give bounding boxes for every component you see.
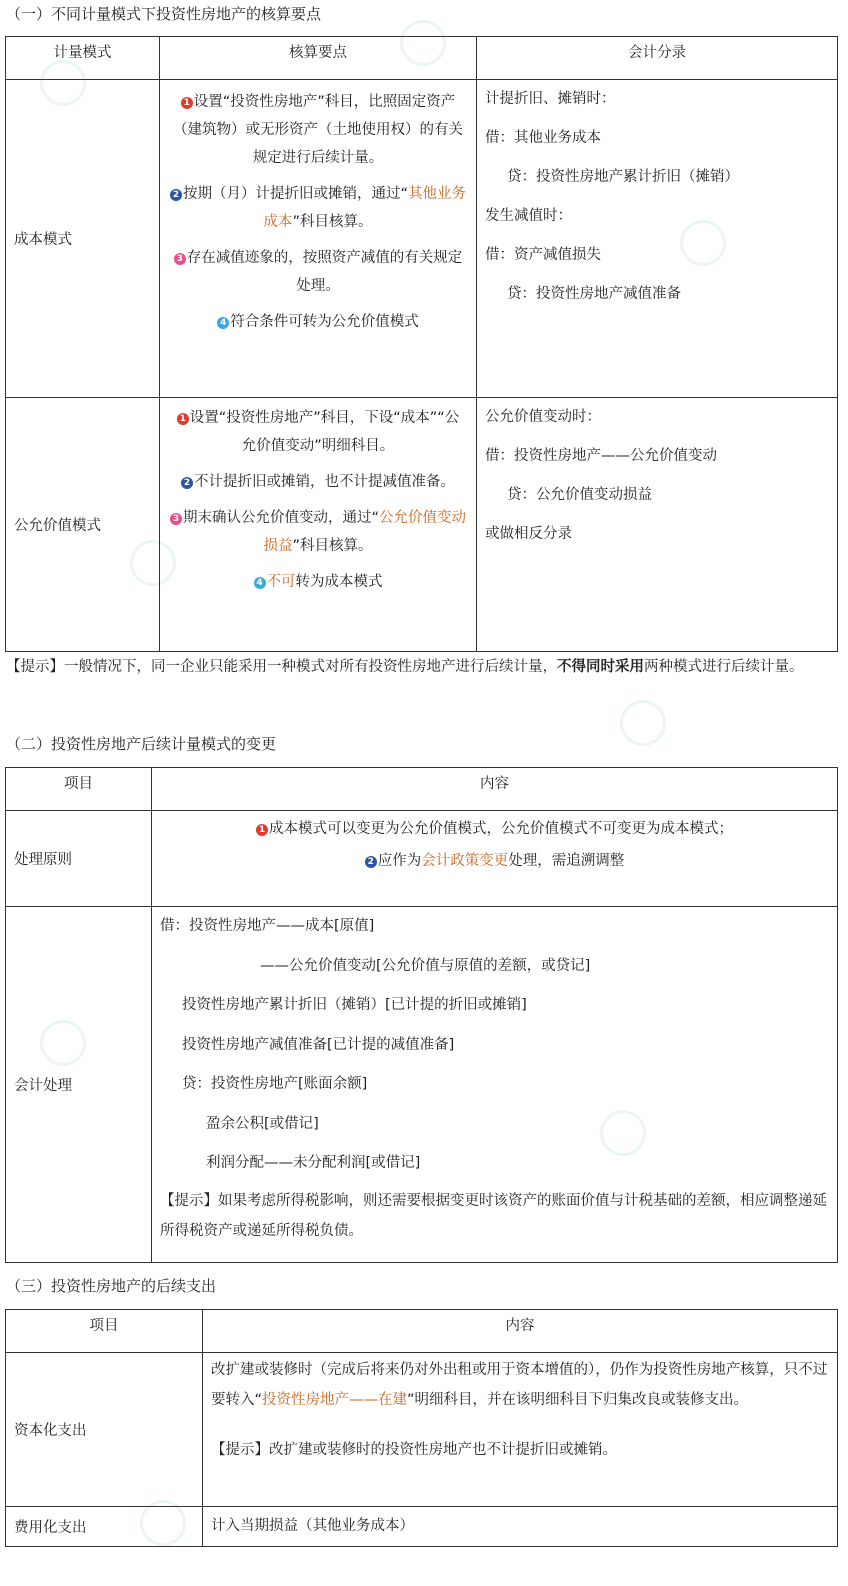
entry-line: 贷：公允价值变动损益 [507,487,652,503]
entry-line: 借：资产减值损失 [485,247,601,263]
table-row-capitalized [6,1353,838,1507]
mode-change-table [5,767,838,1263]
table-row-accounting [6,907,838,1263]
watermark-logo [620,700,666,746]
capitalized-content: 改扩建或装修时（完成后将来仍对外出租或用于资本增值的），仍作为投资性房地产核算，只不过要转入“投资性房地产——在建”明细科目，并在该明细科目下归集改良或装修支出。 [211,1362,828,1408]
header-cell: 项目 [6,768,152,811]
entry-line: ——公允价值变动[公允价值与原值的差额，或贷记] [260,957,591,974]
key-point-3: 3 期末确认公允价值变动，通过“公允价值变动损益”科目核算。 [170,504,466,560]
content-cell [152,811,838,907]
entry-line: 或做相反分录 [485,526,572,542]
key-point-2: 2 不计提折旧或摊销，也不计提减值准备。 [170,468,466,496]
entry-line: 投资性房地产累计折旧（摊销）[已计提的折旧或摊销] [182,997,527,1013]
key-points-cell [160,80,477,398]
entry-line: 盈余公积[或借记] [206,1115,319,1132]
section3-title: （三）投资性房地产的后续支出 [6,1277,217,1295]
row-label: 公允价值模式 [6,398,160,652]
number-2-icon: 2 [181,477,193,489]
principle-point-2: 2 应作为会计政策变更处理，需追溯调整 [158,847,831,875]
table-row-expensed [6,1507,838,1547]
table-row-principle [6,811,838,907]
key-point-1: 1 设置“投资性房地产”科目，下设“成本”“公允价值变动”明细科目。 [170,404,466,460]
row-label: 处理原则 [6,811,152,907]
entry-line: 利润分配——未分配利润[或借记] [206,1155,421,1171]
entry-line: 发生减值时： [485,208,572,224]
entry-line: 借：投资性房地产——成本[原值] [160,918,375,934]
principle-point-1: 1 成本模式可以变更为公允价值模式，公允价值模式不可变更为成本模式； [158,815,831,843]
entry-line: 投资性房地产减值准备[已计提的减值准备] [182,1036,455,1053]
header-cell: 项目 [6,1310,203,1353]
entry-line: 借：投资性房地产——公允价值变动 [485,448,717,464]
accounting-tip: 【提示】如果考虑所得税影响，则还需要根据变更时该资产的账面价值与计税基础的差额，相应调整递延所得税资产或递延所得税负债。 [160,1192,827,1239]
header-cell: 会计分录 [477,37,838,80]
entry-line: 计提折旧、摊销时： [485,91,616,107]
number-3-icon: 3 [170,513,182,525]
row-label: 资本化支出 [6,1353,203,1507]
table-header-row [6,37,838,80]
section1-title: （一）不同计量模式下投资性房地产的核算要点 [6,5,322,23]
header-cell: 核算要点 [160,37,477,80]
number-2-icon: 2 [170,189,182,201]
entry-line: 贷：投资性房地产[账面余额] [182,1076,368,1092]
row-label: 成本模式 [6,80,160,398]
key-point-4: 4 符合条件可转为公允价值模式 [170,308,466,336]
row-label: 会计处理 [6,907,152,1263]
header-cell: 内容 [203,1310,838,1353]
content-cell [152,907,838,1263]
section2-title: （二）投资性房地产后续计量模式的变更 [6,735,277,753]
number-1-icon: 1 [177,413,189,425]
header-cell: 计量模式 [6,37,160,80]
key-points-cell [160,398,477,652]
journal-entries-cell [477,80,838,398]
journal-entries-cell [477,398,838,652]
entry-line: 贷：投资性房地产减值准备 [507,286,681,302]
key-point-1: 1 设置“投资性房地产”科目，比照固定资产（建筑物）或无形资产（土地使用权）的有关规定进行后续计量。 [173,94,463,166]
entry-line: 公允价值变动时： [485,409,601,425]
number-4-icon: 4 [217,317,229,329]
number-1-icon: 1 [256,824,268,836]
entry-line: 贷：投资性房地产累计折旧（摊销） [507,169,739,185]
key-point-4: 4 不可转为成本模式 [170,568,466,596]
table-header-row [6,768,838,811]
table-header-row [6,1310,838,1353]
capitalized-tip: 【提示】改扩建或装修时的投资性房地产也不计提折旧或摊销。 [211,1442,617,1458]
measurement-mode-table [5,36,838,652]
section1-tip: 【提示】一般情况下，同一企业只能采用一种模式对所有投资性房地产进行后续计量，不得同时采用两种模式进行后续计量。 [6,659,804,675]
expensed-content: 计入当期损益（其他业务成本） [211,1518,414,1534]
key-point-3: 3 存在减值迹象的，按照资产减值的有关规定处理。 [170,244,466,300]
number-2-icon: 2 [365,856,377,868]
entry-line: 借：其他业务成本 [485,130,601,146]
row-label: 费用化支出 [6,1507,203,1547]
header-cell: 内容 [152,768,838,811]
number-3-icon: 3 [174,253,186,265]
content-cell [203,1353,838,1507]
number-4-icon: 4 [254,577,266,589]
key-point-2: 2 按期（月）计提折旧或摊销，通过“其他业务成本”科目核算。 [170,180,466,236]
table-row-cost-mode [6,80,838,398]
table-row-fair-value-mode [6,398,838,652]
content-cell [203,1507,838,1547]
number-1-icon: 1 [181,97,193,109]
subsequent-expenditure-table [5,1309,838,1547]
